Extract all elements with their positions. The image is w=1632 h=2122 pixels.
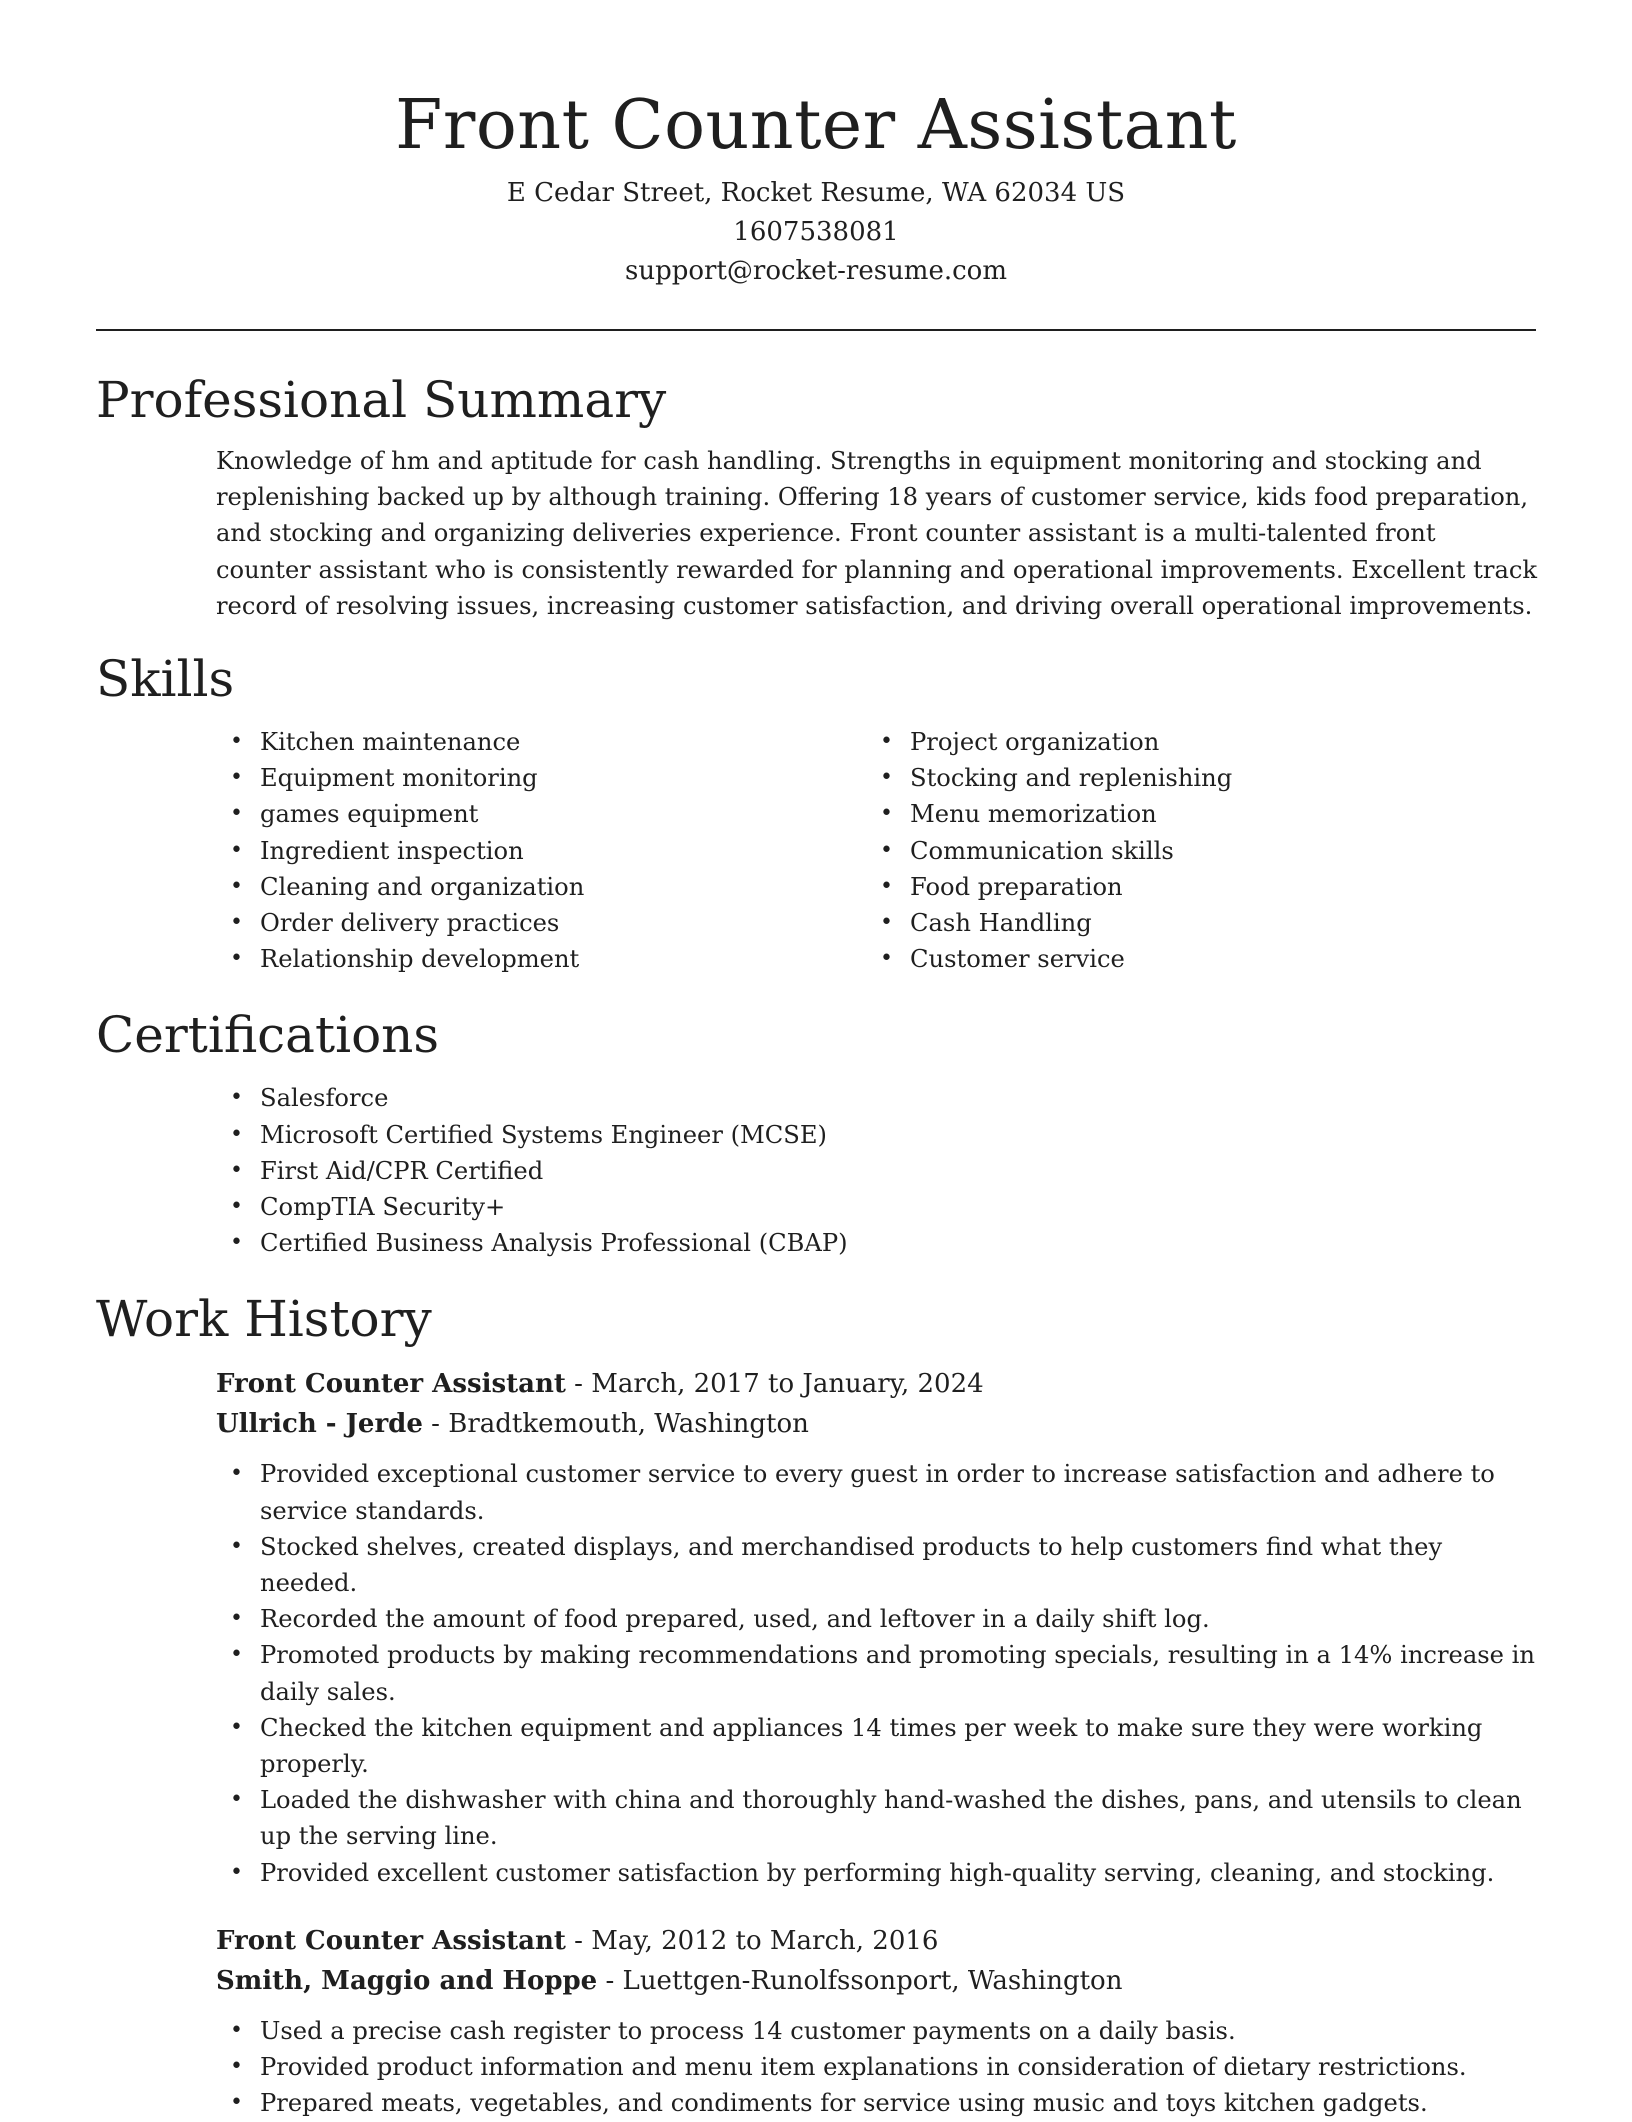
responsibility-text: Provided excellent customer satisfaction by performing high-quality serving, cleaning, and stocking. (260, 1858, 1495, 1887)
certification-label: Certified Business Analysis Professional (CBAP) (260, 1229, 848, 1258)
job-title: Front Counter Assistant (216, 1369, 566, 1400)
summary-section (96, 367, 1536, 624)
job-company-line (216, 1961, 1536, 2001)
contact-email: support@rocket-resume.com (624, 256, 1007, 286)
bullet-icon: • (230, 1157, 243, 1183)
bullet-icon: • (230, 801, 243, 827)
skill-item (216, 869, 866, 905)
certification-item (216, 1189, 1536, 1225)
bullet-icon: • (880, 910, 893, 936)
skill-label: Stocking and replenishing (910, 764, 1233, 793)
skill-item (866, 724, 1516, 760)
skill-item (866, 869, 1516, 905)
job-entry (216, 1921, 1536, 2122)
responsibility-item (216, 1782, 1538, 1854)
responsibility-text: Checked the kitchen equipment and appliances 14 times per week to make sure they were working properly. (260, 1713, 1483, 1779)
job-title: Front Counter Assistant (216, 1925, 566, 1956)
bullet-icon: • (230, 1121, 243, 1147)
certification-label: First Aid/CPR Certified (260, 1156, 544, 1185)
responsibility-text: Promoted products by making recommendations and promoting specials, resulting in a 14% increase in daily sales. (260, 1641, 1535, 1706)
bullet-icon: • (230, 729, 243, 755)
job-entry (216, 1364, 1536, 1890)
responsibility-text: Provided exceptional customer service to every guest in order to increase satisfaction and adhere to service standards. (260, 1460, 1495, 1525)
skill-label: Food preparation (910, 872, 1123, 901)
bullet-icon: • (230, 1787, 243, 1813)
bullet-icon: • (230, 873, 243, 899)
contact-info (96, 174, 1536, 291)
bullet-icon: • (880, 837, 893, 863)
responsibility-item (216, 1601, 1538, 1637)
responsibility-text: Loaded the dishwasher with china and thoroughly hand-washed the dishes, pans, and utensils to clean up the serving line. (260, 1786, 1522, 1851)
responsibility-text: Stocked shelves, created displays, and merchandised products to help customers find what they needed. (260, 1532, 1443, 1598)
responsibility-item (216, 2085, 1538, 2121)
skill-item (866, 833, 1516, 869)
skill-item (216, 833, 866, 869)
responsibility-text: Recorded the amount of food prepared, used, and leftover in a daily shift log. (260, 1605, 1210, 1634)
certification-item (216, 1117, 1536, 1153)
skill-label: Order delivery practices (260, 909, 560, 938)
skill-item (216, 760, 866, 796)
bullet-icon: • (230, 1533, 243, 1559)
skill-label: Kitchen maintenance (260, 728, 521, 757)
bullet-icon: • (880, 729, 893, 755)
job-title-line (216, 1921, 1536, 1961)
certifications-heading: Certifications (96, 1006, 440, 1065)
work-history-heading: Work History (96, 1290, 432, 1349)
skill-item (866, 796, 1516, 832)
skill-label: Communication skills (910, 836, 1174, 865)
contact-address: E Cedar Street, Rocket Resume, WA 62034 US (506, 178, 1126, 208)
certification-item (216, 1225, 1536, 1261)
bullet-icon: • (230, 837, 243, 863)
skill-label: games equipment (260, 800, 479, 829)
bullet-icon: • (880, 765, 893, 791)
skill-label: Cash Handling (910, 909, 1092, 938)
bullet-icon: • (230, 1085, 243, 1111)
responsibility-item (216, 1637, 1538, 1709)
certification-label: Salesforce (260, 1084, 389, 1113)
responsibility-item (216, 1529, 1538, 1601)
skill-item (216, 796, 866, 832)
bullet-icon: • (880, 946, 893, 972)
skills-column-left (216, 724, 866, 977)
skills-heading: Skills (96, 650, 235, 709)
skill-item (866, 905, 1516, 941)
skills-column-right (866, 724, 1516, 977)
skill-item (216, 941, 866, 977)
candidate-name: Front Counter Assistant (395, 86, 1237, 165)
certification-item (216, 1080, 1536, 1116)
job-location: - Luettgen-Runolfssonport, Washington (597, 1965, 1123, 1996)
summary-heading: Professional Summary (96, 371, 667, 429)
bullet-icon: • (230, 2090, 243, 2116)
responsibility-item (216, 2013, 1538, 2049)
skills-grid (216, 724, 1536, 977)
skill-item (216, 905, 866, 941)
skill-item (216, 724, 866, 760)
job-title-line (216, 1364, 1536, 1404)
skill-label: Project organization (910, 728, 1160, 757)
bullet-icon: • (230, 2054, 243, 2080)
summary-text: Knowledge of hm and aptitude for cash handling. Strengths in equipment monitoring and stocking and replenishing backed up by although training. Offering 18 years of customer service, kids food preparation, and stocking and organizing deliveries experience. Front counter assistant is a multi-talented front counter assistant who is consistently rewarded for planning and operational improvements. Excellent track record of resolving issues, increasing customer satisfaction, and driving overall operational improvements. (216, 447, 1538, 620)
certifications-list (216, 1080, 1536, 1261)
bullet-icon: • (230, 1714, 243, 1740)
bullet-icon: • (230, 1230, 243, 1256)
skill-item (866, 941, 1516, 977)
bullet-icon: • (230, 1606, 243, 1632)
skill-item (866, 760, 1516, 796)
job-responsibilities (216, 1456, 1538, 1890)
job-company-line (216, 1404, 1536, 1444)
responsibility-text: Prepared meats, vegetables, and condiments for service using music and toys kitchen gadgets. (260, 2089, 1428, 2118)
bullet-icon: • (230, 910, 243, 936)
skill-label: Relationship development (260, 945, 580, 974)
certifications-section (96, 1002, 1536, 1261)
responsibility-item (216, 1456, 1538, 1528)
bullet-icon: • (230, 765, 243, 791)
job-responsibilities (216, 2013, 1538, 2122)
bullet-icon: • (230, 1642, 243, 1668)
bullet-icon: • (880, 801, 893, 827)
responsibility-text: Provided product information and menu item explanations in consideration of dietary restrictions. (260, 2053, 1467, 2082)
bullet-icon: • (230, 1194, 243, 1220)
job-dates: - March, 2017 to January, 2024 (565, 1369, 984, 1400)
skill-label: Ingredient inspection (260, 836, 524, 865)
certification-label: CompTIA Security+ (260, 1193, 506, 1222)
responsibility-item (216, 2049, 1538, 2085)
bullet-icon: • (230, 1859, 243, 1885)
bullet-icon: • (230, 2017, 243, 2043)
bullet-icon: • (880, 873, 893, 899)
resume-header (96, 0, 1536, 291)
bullet-icon: • (230, 946, 243, 972)
job-company: Smith, Maggio and Hoppe (216, 1965, 598, 1996)
header-divider (96, 329, 1536, 331)
work-history-section (96, 1286, 1536, 2121)
responsibility-item (216, 1710, 1538, 1782)
job-company: Ullrich - Jerde (216, 1409, 423, 1440)
responsibility-text: Used a precise cash register to process 14 customer payments on a daily basis. (260, 2016, 1236, 2045)
skills-section (96, 646, 1536, 977)
skill-label: Menu memorization (910, 800, 1157, 829)
resume-page (96, 0, 1536, 2122)
responsibility-item (216, 1855, 1538, 1891)
skill-label: Cleaning and organization (260, 872, 585, 901)
job-dates: - May, 2012 to March, 2016 (565, 1925, 939, 1956)
skill-label: Equipment monitoring (260, 764, 538, 793)
job-location: - Bradtkemouth, Washington (422, 1409, 809, 1440)
bullet-icon: • (230, 1461, 243, 1487)
certification-label: Microsoft Certified Systems Engineer (MCSE) (260, 1120, 827, 1149)
certification-item (216, 1153, 1536, 1189)
skill-label: Customer service (910, 945, 1125, 974)
contact-phone: 1607538081 (733, 217, 899, 247)
